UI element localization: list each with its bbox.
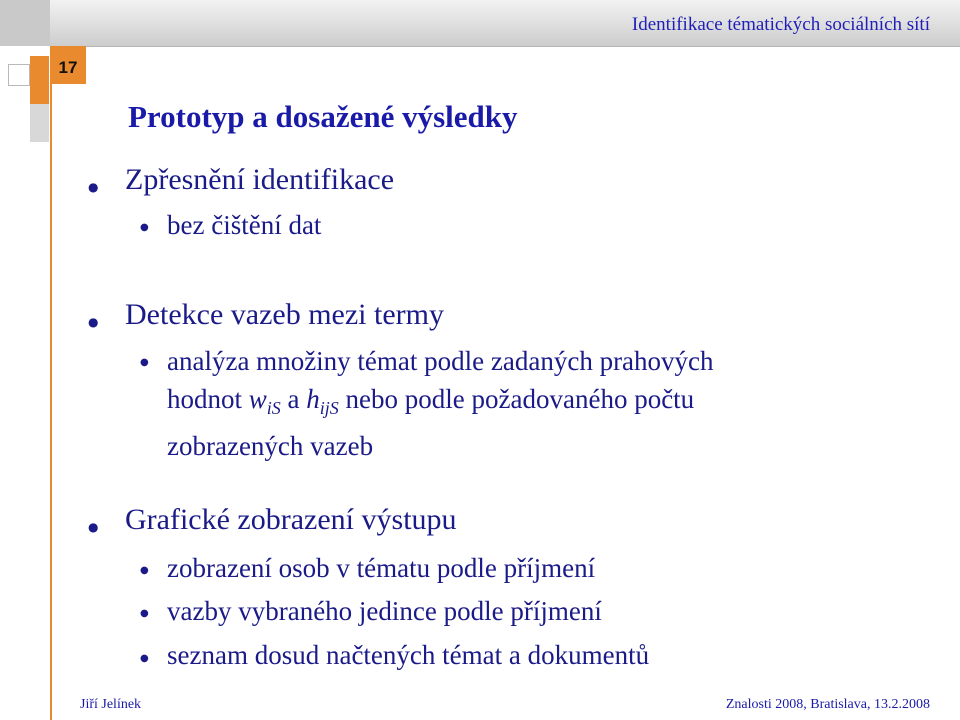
list-item: bez čištění dat — [167, 210, 322, 240]
item-text: hodnot — [167, 384, 243, 414]
bullet-icon: ● — [140, 222, 149, 233]
item-text: analýza množiny témat podle zadaných prahových — [167, 346, 714, 376]
bullet-icon: ● — [88, 180, 99, 194]
bullet-icon: ● — [140, 608, 149, 619]
list-item: vazby vybraného jedince podle příjmení — [167, 596, 602, 626]
list-item: zobrazení osob v tématu podle příjmení — [167, 553, 596, 583]
section-heading: Zpřesnění identifikace — [125, 163, 395, 196]
bullet-icon: ● — [88, 520, 99, 534]
decor-square-white — [8, 64, 30, 86]
list-item-threshold — [167, 342, 887, 465]
item-text: a — [287, 384, 300, 414]
bullet-icon: ● — [140, 653, 149, 664]
decor-square-gray — [0, 0, 50, 46]
slide-number: 17 — [58, 58, 78, 77]
item-text: nebo podle požadovaného počtu — [345, 384, 695, 414]
list-item: seznam dosud načtených témat a dokumentů — [167, 640, 650, 670]
footer-author: Jiří Jelínek — [80, 697, 142, 712]
subscript: ijS — [319, 398, 339, 418]
section-heading: Grafické zobrazení výstupu — [125, 503, 457, 536]
symbol-w: w — [248, 384, 267, 414]
decor-square-light — [30, 104, 49, 142]
slide-number-box — [50, 46, 86, 84]
left-accent-line — [50, 84, 52, 720]
item-text: zobrazených vazeb — [167, 431, 374, 461]
header-bar — [50, 0, 960, 46]
bullet-icon: ● — [140, 565, 149, 576]
header-divider — [50, 46, 960, 47]
bullet-icon: ● — [88, 315, 99, 329]
footer-event: Znalosti 2008, Bratislava, 13.2.2008 — [725, 697, 930, 712]
section-heading: Detekce vazeb mezi termy — [125, 298, 444, 331]
symbol-h: h — [306, 384, 320, 414]
header-title: Identifikace tématických sociálních sítí — [631, 14, 930, 35]
subscript: iS — [266, 398, 281, 418]
slide-title: Prototyp a dosažené výsledky — [128, 99, 518, 134]
decor-square-orange — [30, 56, 49, 104]
bullet-icon: ● — [140, 357, 149, 368]
